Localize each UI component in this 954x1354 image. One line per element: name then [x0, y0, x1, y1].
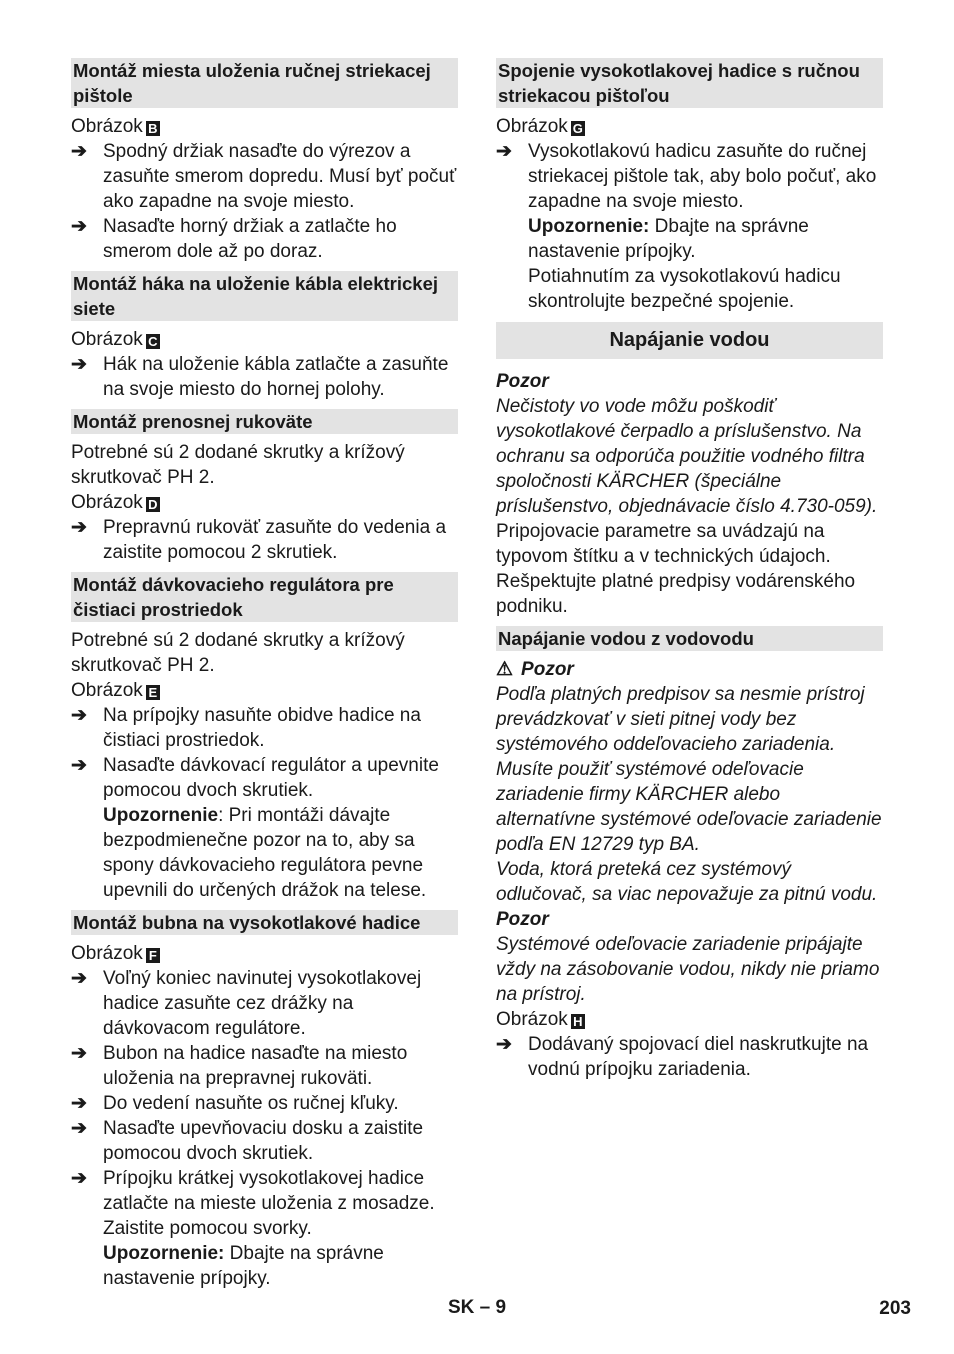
section-heading: Montáž háka na uloženie kábla elektrickej siete [71, 271, 458, 321]
instruction-step: ➔ Bubon na hadice nasaďte na miesto uloženia na prepravnej rukoväti. [71, 1043, 408, 1089]
instruction-step: ➔ Nasaďte dávkovací regulátor a upevnite pomocou dvoch skrutiek. Upozornenie: Pri montáži dávajte bezpodmienečne pozor na to, aby sa spony dávkovacieho regulátora pevne upevnili do určených drážok na telese. [71, 755, 439, 901]
note-text: Upozornenie: Dbajte na správne nastavenie prípojky. [103, 1243, 384, 1289]
figure-ref: Obrázok E [71, 678, 458, 703]
arrow-bullet-icon: ➔ [71, 968, 87, 989]
body-text: Pripojovacie parametre sa uvádzajú na typovom štítku a v technických údajoch. [496, 521, 831, 567]
figure-letter-icon: H [571, 1014, 585, 1029]
figure-letter-icon: G [572, 121, 583, 136]
figure-letter-icon: B [146, 121, 160, 136]
instruction-step: ➔ Hák na uloženie kábla zatlačte a zasuňte na svoje miesto do hornej polohy. [71, 354, 449, 400]
section-heading: Montáž bubna na vysokotlakové hadice [71, 910, 458, 935]
section-heading: Montáž dávkovacieho regulátora pre čistiaci prostriedok [71, 572, 458, 622]
section-heading: Montáž miesta uloženia ručnej striekacej pištole [71, 58, 458, 108]
note-text: Upozornenie: Pri montáži dávajte bezpodmienečne pozor na to, aby sa spony dávkovacieho regulátora pevne upevnili do určených drážok na telese. [103, 805, 427, 901]
body-text: Potrebné sú 2 dodané skrutky a krížový skrutkovač PH 2. [71, 630, 405, 676]
figure-ref: Obrázok C [71, 327, 458, 352]
caution-text: Systémové odeľovacie zariadenie pripájajte vždy na zásobovanie vodou, nikdy nie priamo na prístroj. [496, 934, 880, 1005]
caution-title: Pozor [496, 909, 549, 930]
figure-letter-icon: C [146, 334, 160, 349]
arrow-bullet-icon: ➔ [71, 517, 87, 538]
section-heading: Montáž prenosnej rukoväte [71, 409, 458, 434]
arrow-bullet-icon: ➔ [71, 354, 87, 375]
figure-ref: Obrázok B [71, 114, 458, 139]
arrow-bullet-icon: ➔ [71, 755, 87, 776]
section-heading: Spojenie vysokotlakovej hadice s ručnou striekacou pištoľou [496, 58, 883, 108]
arrow-bullet-icon: ➔ [496, 1034, 512, 1055]
figure-letter-icon: E [146, 685, 160, 700]
instruction-step: ➔ Voľný koniec navinutej vysokotlakovej hadice zasuňte cez drážky na dávkovacom regulátore. [71, 968, 422, 1039]
instruction-step: ➔ Spodný držiak nasaďte do výrezov a zasuňte smerom dopredu. Musí byť počuť ako zapadne na svoje miesto. [71, 141, 457, 212]
figure-letter-icon: D [146, 497, 160, 512]
left-column [71, 58, 458, 1291]
arrow-bullet-icon: ➔ [71, 1168, 87, 1189]
page-footer-label: SK – 9 [447, 1297, 507, 1318]
caution-text: Podľa platných predpisov sa nesmie prístroj prevádzkovať v sieti pitnej vody bez systémového oddeľovacieho zariadenia. Musíte použiť systémové odeľovacie zariadenie firmy KÄRCHER alebo alternatívne systémové odeľovacie zariadenie podľa EN 12729 typ BA. [496, 684, 882, 855]
arrow-bullet-icon: ➔ [71, 1118, 87, 1139]
figure-letter-icon: F [146, 948, 160, 963]
caution-title: ⚠ Pozor [496, 659, 574, 680]
right-column [496, 58, 883, 1082]
figure-ref: Obrázok G [496, 116, 583, 137]
body-text: Potiahnutím za vysokotlakovú hadicu skontrolujte bezpečné spojenie. [528, 266, 841, 312]
page-number: 203 [879, 1298, 911, 1319]
figure-ref: Obrázok F [71, 941, 458, 966]
section-heading: Napájanie vodou z vodovodu [496, 626, 883, 651]
caution-text: Nečistoty vo vode môžu poškodiť vysokotlakové čerpadlo a príslušenstvo. Na ochranu sa odporúča použitie vodného filtra spoločnosti KÄRCHER (špeciálne príslušenstvo, objednávacie číslo 4.730-059). [496, 396, 878, 517]
caution-title: Pozor [496, 371, 549, 392]
arrow-bullet-icon: ➔ [71, 1093, 87, 1114]
instruction-step: ➔ Do vedení nasuňte os ručnej kľuky. [71, 1093, 399, 1114]
instruction-step: ➔ Nasaďte upevňovaciu dosku a zaistite pomocou dvoch skrutiek. [71, 1118, 424, 1164]
arrow-bullet-icon: ➔ [496, 141, 512, 162]
arrow-bullet-icon: ➔ [71, 141, 87, 162]
arrow-bullet-icon: ➔ [71, 216, 87, 237]
note-text: Upozornenie: Dbajte na správne nastavenie prípojky. [528, 216, 809, 262]
caution-text: Voda, ktorá preteká cez systémový odlučovač, sa viac nepovažuje za pitnú vodu. [496, 859, 878, 905]
figure-ref: Obrázok H [496, 1007, 883, 1032]
instruction-step: ➔ Prepravnú rukoväť zasuňte do vedenia a zaistite pomocou 2 skrutiek. [71, 517, 447, 563]
arrow-bullet-icon: ➔ [71, 1043, 87, 1064]
arrow-bullet-icon: ➔ [71, 705, 87, 726]
instruction-step: ➔ Prípojku krátkej vysokotlakovej hadice zatlačte na mieste uloženia z mosadze. Zaistite pomocou svorky. Upozornenie: Dbajte na správne nastavenie prípojky. [71, 1168, 435, 1289]
body-text: Rešpektujte platné predpisy vodárenského podniku. [496, 571, 856, 617]
figure-ref: Obrázok D [71, 490, 458, 515]
instruction-step: ➔ Dodávaný spojovací diel naskrutkujte na vodnú prípojku zariadenia. [496, 1034, 869, 1080]
section-heading-main: Napájanie vodou [496, 322, 883, 359]
instruction-step: ➔ Na prípojky nasuňte obidve hadice na čistiaci prostriedok. [71, 705, 421, 751]
instruction-step: ➔ Nasaďte horný držiak a zatlačte ho smerom dole až po doraz. [71, 216, 397, 262]
body-text: Potrebné sú 2 dodané skrutky a krížový skrutkovač PH 2. [71, 442, 405, 488]
instruction-step: ➔ Vysokotlakovú hadicu zasuňte do ručnej striekacej pištole tak, aby bolo počuť, ako zapadne na svoje miesto. Upozornenie: Dbajte na správne nastavenie prípojky. Potiahnutím za vysokotlakovú hadicu skontrolujte bezpečné spojenie. [496, 141, 877, 312]
warning-triangle-icon: ⚠ [496, 659, 514, 680]
